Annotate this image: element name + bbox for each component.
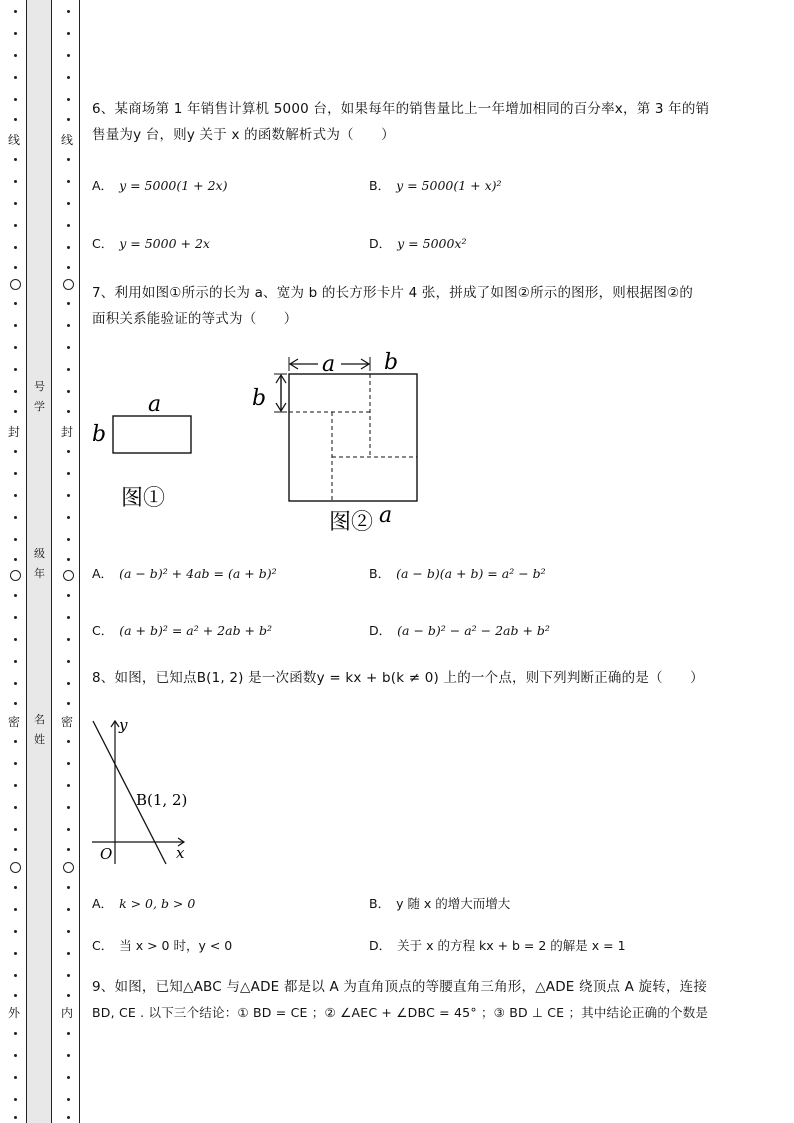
option-text: (a + b)² = a² + 2ab + b²	[119, 623, 273, 638]
right-col-char-xian: 线	[61, 133, 74, 147]
q6-option-d[interactable]	[369, 234, 467, 252]
option-text: (a − b)² − a² − 2ab + b²	[397, 623, 550, 638]
option-text: y = 5000 + 2x	[119, 236, 210, 251]
q9-stem	[92, 974, 762, 1026]
q8-graph	[88, 716, 198, 866]
y-axis-label: y	[119, 716, 128, 734]
option-label: A．	[92, 896, 114, 911]
option-label: A．	[92, 178, 114, 193]
option-text: 当 x > 0 时，y < 0	[119, 938, 233, 953]
option-label: C．	[92, 236, 114, 251]
q8-option-b[interactable]	[369, 894, 510, 912]
option-label: B．	[369, 178, 391, 193]
left-col-char-wai: 外	[8, 1006, 21, 1020]
q8-option-c[interactable]	[92, 936, 232, 954]
option-label: C．	[92, 938, 114, 953]
left-ring-1	[10, 279, 21, 290]
q8-line1: 8、如图，已知点B(1, 2) 是一次函数y = kx + b(k ≠ 0) 上的一个点，则下列判断正确的是（ ）	[92, 670, 704, 686]
origin-label: O	[100, 845, 113, 863]
fig2-square	[289, 374, 417, 501]
option-text: (a − b)(a + b) = a² − b²	[396, 566, 546, 581]
fig2-label-b-top: b	[384, 350, 399, 375]
fig1-caption: 图①	[121, 486, 166, 511]
q6-option-a[interactable]	[92, 176, 228, 194]
q7-option-d[interactable]	[369, 621, 550, 639]
left-col-char-mi: 密	[8, 715, 21, 729]
q7-option-c[interactable]	[92, 621, 272, 639]
fig2-label-a-top: a	[322, 352, 336, 377]
option-label: D．	[369, 623, 392, 638]
fig2-label-b-left: b	[252, 386, 267, 411]
right-ring-1	[63, 279, 74, 290]
q6-line1: 6、某商场第 1 年销售计算机 5000 台，如果每年的销售量比上一年增加相同的百分率x，第 3 年的销	[92, 101, 710, 117]
option-text: y = 5000x²	[397, 236, 467, 251]
option-text: (a − b)² + 4ab = (a + b)²	[119, 566, 277, 581]
option-text: y = 5000(1 + 2x)	[119, 178, 228, 193]
strip-label-xue: 学	[34, 400, 45, 413]
right-col-char-mi: 密	[61, 715, 74, 729]
option-text: y 随 x 的增大而增大	[396, 896, 511, 911]
left-ring-2	[10, 570, 21, 581]
point-b-label: B(1, 2)	[136, 791, 188, 809]
fig1-rectangle	[113, 416, 191, 453]
q6-option-b[interactable]	[369, 176, 502, 194]
strip-label-xing: 姓	[34, 733, 45, 746]
strip-label-nian: 年	[34, 567, 45, 580]
fig1-label-b: b	[92, 422, 107, 447]
right-col-char-feng: 封	[61, 425, 74, 439]
q7-option-b[interactable]	[369, 564, 546, 582]
option-text: k > 0, b > 0	[119, 896, 196, 911]
q7-option-a[interactable]	[92, 564, 277, 582]
right-ring-2	[63, 570, 74, 581]
strip-label-ji: 级	[34, 547, 45, 560]
q8-option-a[interactable]	[92, 894, 195, 912]
q7-stem	[92, 280, 752, 332]
fig1-label-a: a	[148, 392, 162, 417]
option-text: 关于 x 的方程 kx + b = 2 的解是 x = 1	[397, 938, 626, 953]
left-col-char-xian: 线	[8, 133, 21, 147]
right-ring-3	[63, 862, 74, 873]
q7-figure	[88, 345, 428, 535]
q6-option-c[interactable]	[92, 234, 210, 252]
q6-stem	[92, 96, 752, 148]
option-label: C．	[92, 623, 114, 638]
q9-line1: 9、如图，已知△ABC 与△ADE 都是以 A 为直角顶点的等腰直角三角形，△ADE 绕顶点 A 旋转，连接	[92, 979, 708, 995]
strip-label-hao: 号	[34, 380, 45, 393]
q8-option-d[interactable]	[369, 936, 626, 954]
option-label: B．	[369, 566, 391, 581]
option-text: y = 5000(1 + x)²	[396, 178, 502, 193]
option-label: D．	[369, 236, 392, 251]
x-axis-label: x	[176, 844, 185, 862]
q9-line2: BD, CE . 以下三个结论：① BD = CE ；② ∠AEC + ∠DBC = 45° ；③ BD ⊥ CE ；其中结论正确的个数是	[92, 1005, 709, 1020]
student-info-strip	[26, 0, 52, 1123]
right-col-char-nei: 内	[61, 1006, 74, 1020]
q7-line2: 面积关系能验证的等式为（ ）	[92, 311, 298, 327]
q6-line2: 售量为y 台，则y 关于 x 的函数解析式为（ ）	[92, 127, 395, 143]
left-binding-column	[10, 0, 24, 1123]
option-label: D．	[369, 938, 392, 953]
strip-label-ming: 名	[34, 713, 45, 726]
q8-stem	[92, 665, 752, 691]
left-ring-3	[10, 862, 21, 873]
margin-rule	[79, 0, 80, 1123]
fig2-caption: 图②	[329, 510, 374, 535]
option-label: A．	[92, 566, 114, 581]
fig2-label-a-bottom: a	[379, 503, 393, 528]
q7-line1: 7、利用如图①所示的长为 a、宽为 b 的长方形卡片 4 张，拼成了如图②所示的图形，则根据图②的	[92, 285, 694, 301]
option-label: B．	[369, 896, 391, 911]
left-col-char-feng: 封	[8, 425, 21, 439]
right-binding-column	[63, 0, 77, 1123]
